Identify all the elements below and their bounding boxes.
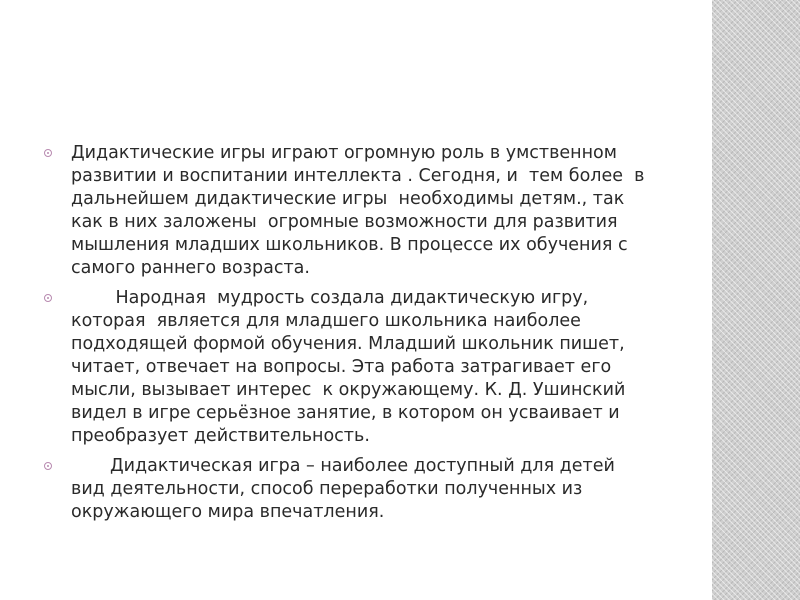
circle-bullet-icon (44, 294, 52, 302)
circle-bullet-icon (44, 149, 52, 157)
bullet-list (44, 142, 654, 531)
bullet-text: Дидактическая игра – наиболее доступный для детей вид деятельности, способ переработки полученных из окружающего мира впечатления. (71, 456, 621, 522)
bullet-text: Народная мудрость создала дидактическую игру, которая является для младшего школьника наиболее подходящей формой обучения. Младший школьник пишет, читает, отвечает на вопросы. Эта работа затрагивает его мысли, вызывает интерес к окружающему. К. Д. Ушинский видел в игре серьёзное занятие, в котором он усваивает и преобразует действительность. (71, 288, 631, 446)
decorative-side-band (712, 0, 800, 600)
bullet-item (44, 455, 654, 524)
circle-bullet-icon (44, 462, 52, 470)
bullet-item (44, 287, 654, 448)
bullet-item (44, 142, 654, 280)
bullet-text: Дидактические игры играют огромную роль в умственном развитии и воспитании интеллекта . Сегодня, и тем более в дальнейшем дидактические игры необходимы детям., так как в них заложены огромные возможности для развития мышления младших школьников. В процессе их обучения с самого раннего возраста. (71, 143, 651, 278)
